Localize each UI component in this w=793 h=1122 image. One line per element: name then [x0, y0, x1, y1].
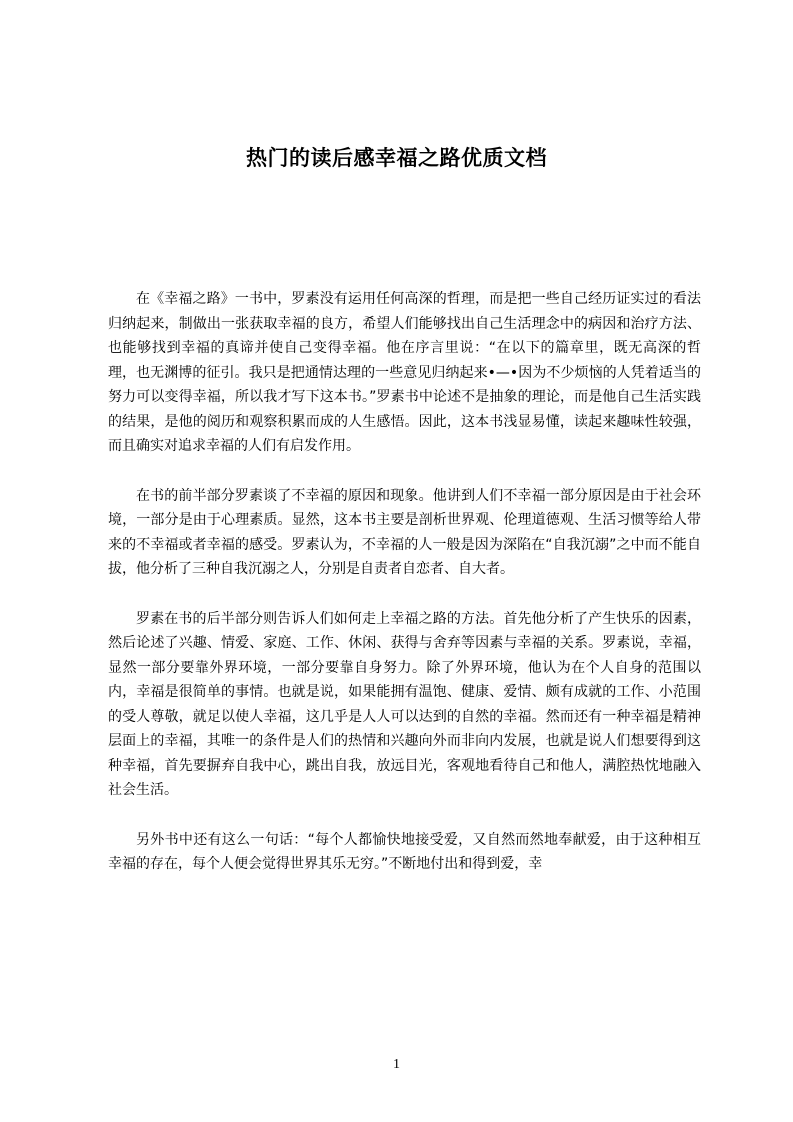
paragraph-4: 另外书中还有这么一句话：“每个人都愉快地接受爱，又自然而然地奉献爱，由于这种相互幸福的存在，每个人便会觉得世界其乐无穷。”不断地付出和得到爱，幸: [108, 831, 701, 872]
paragraph-3: 罗素在书的后半部分则告诉人们如何走上幸福之路的方法。首先他分析了产生快乐的因素，然后论述了兴趣、情爱、家庭、工作、休闲、获得与舍弃等因素与幸福的关系。罗素说，幸福，显然一部分要靠外界环境，一部分要靠自身努力。除了外界环境，他认为在个人自身的范围以内，幸福是很简单的事情。也就是说，如果能拥有温饱、健康、爱情、颇有成就的工作、小范围的受人尊敬，就足以使人幸福，这几乎是人人可以达到的自然的幸福。然而还有一种幸福是精神层面上的幸福，其唯一的条件是人们的热情和兴趣向外而非向内发展，也就是说人们想要得到这种幸福，首先要摒弃自我中心，跳出自我，放远目光，客观地看待自己和他人，满腔热忱地融入社会生活。: [108, 610, 701, 798]
paragraph-2: 在书的前半部分罗素谈了不幸福的原因和现象。他讲到人们不幸福一部分原因是由于社会环境，一部分是由于心理素质。显然，这本书主要是剖析世界观、伦理道德观、生活习惯等给人带来的不幸福或者幸福的感受。罗素认为，不幸福的人一般是因为深陷在“自我沉溺”之中而不能自拔，他分析了三种自我沉溺之人，分别是自责者自恋者、自大者。: [108, 487, 701, 577]
document-body: [108, 287, 701, 902]
paragraph-1: 在《幸福之路》一书中，罗素没有运用任何高深的哲理，而是把一些自己经历证实过的看法归纳起来，制做出一张获取幸福的良方，希望人们能够找出自己生活理念中的病因和治疗方法、也能够找到幸福的真谛并使自己变得幸福。他在序言里说：“在以下的篇章里，既无高深的哲理，也无渊博的征引。我只是把通情达理的一些意见归纳起来•—•因为不少烦恼的人凭着适当的努力可以变得幸福，所以我才写下这本书。”罗素书中论述不是抽象的理论，而是他自己生活实践的结果，是他的阅历和观察积累而成的人生感悟。因此，这本书浅显易懂，读起来趣味性较强，而且确实对追求幸福的人们有启发作用。: [108, 291, 701, 454]
page-number: 1: [393, 1057, 400, 1072]
page-title: 热门的读后感幸福之路优质文档: [246, 146, 547, 170]
